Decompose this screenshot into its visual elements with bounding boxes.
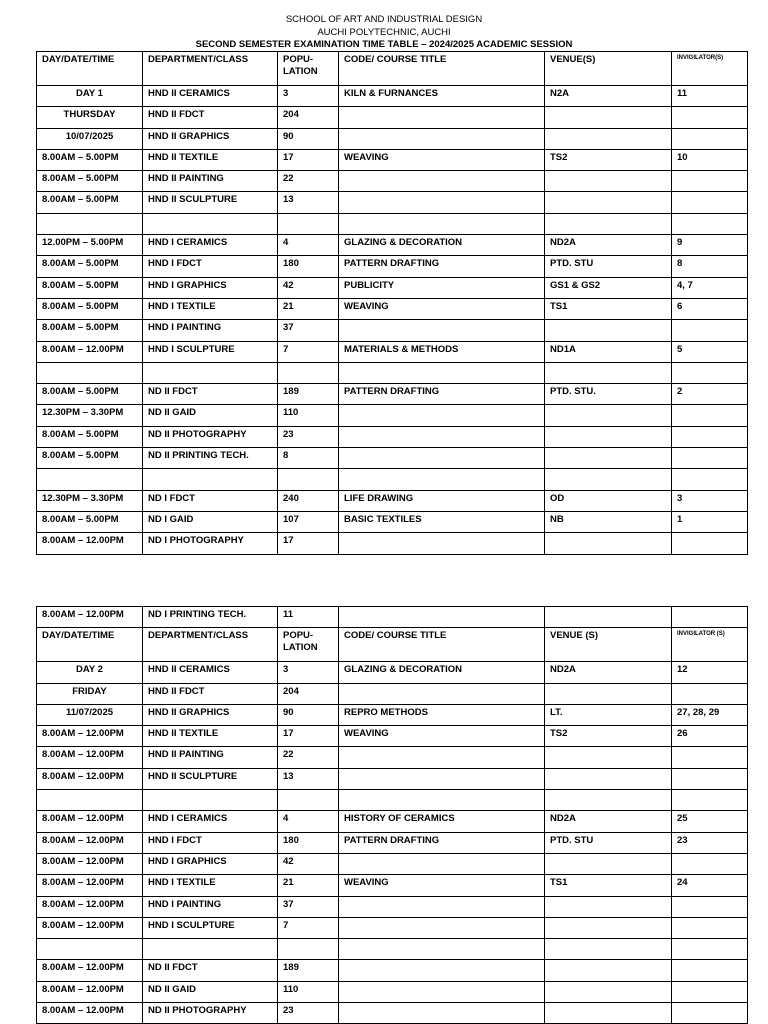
cell-day-date-time: 8.00AM – 12.00PM xyxy=(37,726,143,747)
cell-invigilator xyxy=(672,213,748,234)
cell-course-title xyxy=(339,405,545,426)
cell-day-date-time: 8.00AM – 5.00PM xyxy=(37,511,143,532)
table-row xyxy=(37,704,748,725)
cell-day-date-time: 8.00AM – 12.00PM xyxy=(37,811,143,832)
cell-population: 23 xyxy=(278,1003,339,1024)
cell-course-title xyxy=(339,107,545,128)
table-row xyxy=(37,853,748,874)
cell-day-date-time xyxy=(37,469,143,490)
cell-invigilator: 1 xyxy=(672,511,748,532)
cell-venue xyxy=(545,683,672,704)
cell-venue xyxy=(545,939,672,960)
cell-population: 22 xyxy=(278,171,339,192)
cell-course-title: WEAVING xyxy=(339,875,545,896)
cell-invigilator: 6 xyxy=(672,298,748,319)
table-row xyxy=(37,341,748,362)
table-row xyxy=(37,192,748,213)
cell-course-title xyxy=(339,607,545,628)
cell-course-title xyxy=(339,790,545,811)
table-row xyxy=(37,896,748,917)
cell-population: 37 xyxy=(278,320,339,341)
cell-venue xyxy=(545,1003,672,1024)
cell-day-date-time: 11/07/2025 xyxy=(37,704,143,725)
cell-population: 17 xyxy=(278,533,339,554)
cell-venue: ND1A xyxy=(545,341,672,362)
cell-population: 90 xyxy=(278,128,339,149)
cell-population: 7 xyxy=(278,917,339,938)
cell-population: 180 xyxy=(278,256,339,277)
cell-course-title: REPRO METHODS xyxy=(339,704,545,725)
cell-venue: PTD. STU xyxy=(545,832,672,853)
cell-invigilator xyxy=(672,747,748,768)
cell-invigilator: 10 xyxy=(672,149,748,170)
cell-invigilator xyxy=(672,192,748,213)
cell-population: 17 xyxy=(278,149,339,170)
cell-department-class: HND II PAINTING xyxy=(143,171,278,192)
cell-invigilator xyxy=(672,917,748,938)
cell-population: 21 xyxy=(278,875,339,896)
cell-venue xyxy=(545,405,672,426)
table-row xyxy=(37,128,748,149)
cell-department-class: HND II TEXTILE xyxy=(143,726,278,747)
header-venue: VENUE(S) xyxy=(545,52,672,86)
cell-venue xyxy=(545,747,672,768)
cell-department-class: HND I CERAMICS xyxy=(143,235,278,256)
cell-course-title xyxy=(339,320,545,341)
cell-course-title xyxy=(339,683,545,704)
cell-day-date-time: 8.00AM – 5.00PM xyxy=(37,426,143,447)
header-department-class: DEPARTMENT/CLASS xyxy=(143,52,278,86)
cell-invigilator xyxy=(672,960,748,981)
timetable-day2 xyxy=(36,606,748,1024)
table-row xyxy=(37,362,748,383)
cell-day-date-time: 8.00AM – 5.00PM xyxy=(37,448,143,469)
cell-course-title xyxy=(339,362,545,383)
table-row xyxy=(37,86,748,107)
table-row xyxy=(37,662,748,683)
cell-day-date-time: 8.00AM – 12.00PM xyxy=(37,960,143,981)
cell-invigilator: 12 xyxy=(672,662,748,683)
cell-population: 4 xyxy=(278,811,339,832)
cell-venue xyxy=(545,960,672,981)
table-row xyxy=(37,832,748,853)
cell-course-title xyxy=(339,939,545,960)
table-row xyxy=(37,726,748,747)
table-row xyxy=(37,320,748,341)
table-row xyxy=(37,171,748,192)
cell-day-date-time: 12.00PM – 5.00PM xyxy=(37,235,143,256)
cell-course-title: LIFE DRAWING xyxy=(339,490,545,511)
cell-population xyxy=(278,939,339,960)
cell-department-class: ND II PHOTOGRAPHY xyxy=(143,426,278,447)
cell-invigilator: 24 xyxy=(672,875,748,896)
cell-day-date-time: 8.00AM – 5.00PM xyxy=(37,277,143,298)
cell-department-class: ND II GAID xyxy=(143,405,278,426)
cell-course-title: MATERIALS & METHODS xyxy=(339,341,545,362)
cell-invigilator: 5 xyxy=(672,341,748,362)
header-department-class: DEPARTMENT/CLASS xyxy=(143,628,278,662)
cell-course-title xyxy=(339,128,545,149)
cell-venue: TS2 xyxy=(545,726,672,747)
cell-population: 17 xyxy=(278,726,339,747)
cell-course-title: GLAZING & DECORATION xyxy=(339,235,545,256)
cell-invigilator xyxy=(672,790,748,811)
cell-venue xyxy=(545,362,672,383)
cell-population: 13 xyxy=(278,768,339,789)
cell-population: 42 xyxy=(278,853,339,874)
cell-course-title xyxy=(339,981,545,1002)
cell-department-class: ND I PRINTING TECH. xyxy=(143,607,278,628)
cell-course-title: WEAVING xyxy=(339,149,545,170)
cell-day-date-time: 8.00AM – 12.00PM xyxy=(37,533,143,554)
cell-invigilator xyxy=(672,426,748,447)
cell-day-date-time: 8.00AM – 12.00PM xyxy=(37,607,143,628)
cell-invigilator: 26 xyxy=(672,726,748,747)
header-day-date-time: DAY/DATE/TIME xyxy=(37,628,143,662)
table-row xyxy=(37,384,748,405)
cell-venue xyxy=(545,107,672,128)
cell-venue xyxy=(545,768,672,789)
cell-invigilator xyxy=(672,768,748,789)
cell-course-title xyxy=(339,448,545,469)
cell-venue: GS1 & GS2 xyxy=(545,277,672,298)
cell-department-class: HND I TEXTILE xyxy=(143,298,278,319)
cell-department-class: HND I PAINTING xyxy=(143,896,278,917)
cell-day-date-time: 12.30PM – 3.30PM xyxy=(37,490,143,511)
cell-venue xyxy=(545,981,672,1002)
cell-population: 13 xyxy=(278,192,339,213)
cell-day-date-time: 8.00AM – 12.00PM xyxy=(37,896,143,917)
cell-invigilator xyxy=(672,107,748,128)
cell-day-date-time: 8.00AM – 12.00PM xyxy=(37,832,143,853)
cell-venue: ND2A xyxy=(545,662,672,683)
cell-day-date-time: DAY 2 xyxy=(37,662,143,683)
cell-department-class: HND II GRAPHICS xyxy=(143,128,278,149)
table-row xyxy=(37,747,748,768)
cell-department-class: HND II CERAMICS xyxy=(143,662,278,683)
cell-department-class: ND II PHOTOGRAPHY xyxy=(143,1003,278,1024)
cell-population xyxy=(278,362,339,383)
cell-course-title: HISTORY OF CERAMICS xyxy=(339,811,545,832)
cell-invigilator xyxy=(672,171,748,192)
cell-course-title: PATTERN DRAFTING xyxy=(339,256,545,277)
cell-day-date-time xyxy=(37,213,143,234)
cell-course-title xyxy=(339,533,545,554)
cell-population: 3 xyxy=(278,662,339,683)
header-day-date-time: DAY/DATE/TIME xyxy=(37,52,143,86)
cell-department-class: HND I SCULPTURE xyxy=(143,341,278,362)
cell-invigilator xyxy=(672,939,748,960)
cell-invigilator xyxy=(672,683,748,704)
cell-venue: OD xyxy=(545,490,672,511)
cell-department-class: ND II FDCT xyxy=(143,960,278,981)
cell-department-class: HND I GRAPHICS xyxy=(143,853,278,874)
timetable-day1 xyxy=(36,51,748,555)
cell-venue: TS1 xyxy=(545,875,672,896)
cell-venue xyxy=(545,469,672,490)
cell-course-title xyxy=(339,469,545,490)
cell-population: 7 xyxy=(278,341,339,362)
cell-course-title xyxy=(339,1003,545,1024)
cell-course-title xyxy=(339,171,545,192)
cell-population: 110 xyxy=(278,981,339,1002)
cell-venue xyxy=(545,607,672,628)
timetable-title: SECOND SEMESTER EXAMINATION TIME TABLE – 2024/2025 ACADEMIC SESSION xyxy=(195,39,573,50)
cell-course-title: WEAVING xyxy=(339,726,545,747)
cell-invigilator: 11 xyxy=(672,86,748,107)
table-row xyxy=(37,107,748,128)
cell-invigilator xyxy=(672,469,748,490)
cell-day-date-time: FRIDAY xyxy=(37,683,143,704)
cell-population xyxy=(278,790,339,811)
cell-day-date-time xyxy=(37,939,143,960)
cell-day-date-time: 10/07/2025 xyxy=(37,128,143,149)
cell-population: 107 xyxy=(278,511,339,532)
cell-venue: ND2A xyxy=(545,235,672,256)
table-row xyxy=(37,405,748,426)
cell-invigilator: 8 xyxy=(672,256,748,277)
table-row xyxy=(37,790,748,811)
cell-venue: LT. xyxy=(545,704,672,725)
cell-day-date-time: 8.00AM – 5.00PM xyxy=(37,298,143,319)
cell-department-class: ND II PRINTING TECH. xyxy=(143,448,278,469)
cell-day-date-time xyxy=(37,362,143,383)
table-row xyxy=(37,917,748,938)
cell-course-title xyxy=(339,768,545,789)
cell-department-class: HND II FDCT xyxy=(143,107,278,128)
table-row xyxy=(37,298,748,319)
cell-day-date-time xyxy=(37,790,143,811)
cell-course-title xyxy=(339,853,545,874)
cell-invigilator xyxy=(672,533,748,554)
table-row xyxy=(37,511,748,532)
cell-course-title xyxy=(339,960,545,981)
cell-venue: TS1 xyxy=(545,298,672,319)
cell-day-date-time: 8.00AM – 12.00PM xyxy=(37,768,143,789)
cell-course-title: PATTERN DRAFTING xyxy=(339,384,545,405)
cell-population: 204 xyxy=(278,107,339,128)
cell-population: 4 xyxy=(278,235,339,256)
cell-department-class: ND II GAID xyxy=(143,981,278,1002)
cell-department-class xyxy=(143,939,278,960)
header-invigilator: INVIGILATOR(S) xyxy=(672,52,748,86)
table-row xyxy=(37,875,748,896)
table-row xyxy=(37,235,748,256)
cell-department-class: HND II TEXTILE xyxy=(143,149,278,170)
cell-department-class: HND II FDCT xyxy=(143,683,278,704)
table-row xyxy=(37,768,748,789)
cell-department-class xyxy=(143,790,278,811)
cell-population: 240 xyxy=(278,490,339,511)
cell-invigilator xyxy=(672,1003,748,1024)
cell-day-date-time: 8.00AM – 5.00PM xyxy=(37,171,143,192)
cell-venue xyxy=(545,896,672,917)
cell-invigilator: 3 xyxy=(672,490,748,511)
cell-day-date-time: 12.30PM – 3.30PM xyxy=(37,405,143,426)
cell-population: 110 xyxy=(278,405,339,426)
cell-venue: TS2 xyxy=(545,149,672,170)
cell-population: 22 xyxy=(278,747,339,768)
cell-invigilator: 4, 7 xyxy=(672,277,748,298)
cell-day-date-time: 8.00AM – 12.00PM xyxy=(37,917,143,938)
cell-venue xyxy=(545,213,672,234)
cell-day-date-time: 8.00AM – 5.00PM xyxy=(37,256,143,277)
cell-population: 189 xyxy=(278,960,339,981)
cell-venue: PTD. STU. xyxy=(545,384,672,405)
cell-department-class: HND I SCULPTURE xyxy=(143,917,278,938)
cell-invigilator: 2 xyxy=(672,384,748,405)
cell-invigilator xyxy=(672,362,748,383)
cell-venue: PTD. STU xyxy=(545,256,672,277)
header-population: POPU-LATION xyxy=(278,628,339,662)
cell-day-date-time: 8.00AM – 12.00PM xyxy=(37,981,143,1002)
cell-department-class: ND I GAID xyxy=(143,511,278,532)
cell-course-title xyxy=(339,426,545,447)
cell-venue xyxy=(545,853,672,874)
cell-course-title xyxy=(339,896,545,917)
cell-department-class: HND I FDCT xyxy=(143,832,278,853)
cell-invigilator xyxy=(672,128,748,149)
cell-population: 42 xyxy=(278,277,339,298)
cell-day-date-time: 8.00AM – 12.00PM xyxy=(37,853,143,874)
table-header-row xyxy=(37,628,748,662)
cell-day-date-time: 8.00AM – 5.00PM xyxy=(37,320,143,341)
cell-department-class: HND I TEXTILE xyxy=(143,875,278,896)
cell-venue: NB xyxy=(545,511,672,532)
header-invigilator: INVIGILATOR (S) xyxy=(672,628,748,662)
table-row xyxy=(37,811,748,832)
cell-venue xyxy=(545,448,672,469)
cell-population xyxy=(278,469,339,490)
cell-day-date-time: DAY 1 xyxy=(37,86,143,107)
table-row xyxy=(37,1003,748,1024)
cell-venue xyxy=(545,533,672,554)
cell-invigilator: 23 xyxy=(672,832,748,853)
cell-day-date-time: 8.00AM – 12.00PM xyxy=(37,875,143,896)
cell-department-class xyxy=(143,213,278,234)
cell-venue: ND2A xyxy=(545,811,672,832)
cell-population: 8 xyxy=(278,448,339,469)
cell-invigilator xyxy=(672,853,748,874)
cell-department-class: HND II SCULPTURE xyxy=(143,192,278,213)
table-row xyxy=(37,256,748,277)
cell-course-title: GLAZING & DECORATION xyxy=(339,662,545,683)
table-row xyxy=(37,981,748,1002)
cell-invigilator xyxy=(672,607,748,628)
cell-invigilator xyxy=(672,320,748,341)
cell-population xyxy=(278,213,339,234)
header-course-title: CODE/ COURSE TITLE xyxy=(339,52,545,86)
header-population: POPU-LATION xyxy=(278,52,339,86)
cell-department-class: ND I FDCT xyxy=(143,490,278,511)
cell-venue xyxy=(545,790,672,811)
cell-course-title xyxy=(339,213,545,234)
cell-population: 189 xyxy=(278,384,339,405)
header-venue: VENUE (S) xyxy=(545,628,672,662)
cell-population: 37 xyxy=(278,896,339,917)
cell-day-date-time: 8.00AM – 12.00PM xyxy=(37,341,143,362)
table-row xyxy=(37,149,748,170)
table-row xyxy=(37,607,748,628)
cell-day-date-time: 8.00AM – 5.00PM xyxy=(37,149,143,170)
header-course-title: CODE/ COURSE TITLE xyxy=(339,628,545,662)
cell-department-class: HND II CERAMICS xyxy=(143,86,278,107)
cell-course-title: BASIC TEXTILES xyxy=(339,511,545,532)
cell-day-date-time: 8.00AM – 12.00PM xyxy=(37,1003,143,1024)
cell-day-date-time: THURSDAY xyxy=(37,107,143,128)
cell-venue xyxy=(545,128,672,149)
cell-department-class: HND II GRAPHICS xyxy=(143,704,278,725)
cell-venue xyxy=(545,426,672,447)
cell-population: 11 xyxy=(278,607,339,628)
cell-population: 180 xyxy=(278,832,339,853)
cell-department-class: ND I PHOTOGRAPHY xyxy=(143,533,278,554)
cell-population: 3 xyxy=(278,86,339,107)
table-row xyxy=(37,683,748,704)
cell-venue xyxy=(545,192,672,213)
school-name: SCHOOL OF ART AND INDUSTRIAL DESIGN xyxy=(285,14,483,25)
cell-venue xyxy=(545,171,672,192)
cell-invigilator: 25 xyxy=(672,811,748,832)
cell-course-title: WEAVING xyxy=(339,298,545,319)
cell-department-class xyxy=(143,469,278,490)
cell-department-class: HND II SCULPTURE xyxy=(143,768,278,789)
table-row xyxy=(37,213,748,234)
cell-course-title xyxy=(339,192,545,213)
cell-department-class: ND II FDCT xyxy=(143,384,278,405)
table-row xyxy=(37,960,748,981)
table-row xyxy=(37,939,748,960)
cell-venue xyxy=(545,320,672,341)
cell-invigilator xyxy=(672,448,748,469)
table-row xyxy=(37,490,748,511)
table-row xyxy=(37,277,748,298)
cell-venue: N2A xyxy=(545,86,672,107)
cell-invigilator xyxy=(672,896,748,917)
cell-day-date-time: 8.00AM – 5.00PM xyxy=(37,384,143,405)
cell-department-class: HND I CERAMICS xyxy=(143,811,278,832)
cell-population: 23 xyxy=(278,426,339,447)
cell-day-date-time: 8.00AM – 12.00PM xyxy=(37,747,143,768)
cell-invigilator: 9 xyxy=(672,235,748,256)
cell-day-date-time: 8.00AM – 5.00PM xyxy=(37,192,143,213)
cell-population: 204 xyxy=(278,683,339,704)
cell-venue xyxy=(545,917,672,938)
cell-invigilator xyxy=(672,981,748,1002)
cell-invigilator xyxy=(672,405,748,426)
cell-course-title xyxy=(339,747,545,768)
cell-invigilator: 27, 28, 29 xyxy=(672,704,748,725)
cell-department-class xyxy=(143,362,278,383)
cell-population: 90 xyxy=(278,704,339,725)
cell-population: 21 xyxy=(278,298,339,319)
cell-course-title xyxy=(339,917,545,938)
cell-course-title: KILN & FURNANCES xyxy=(339,86,545,107)
table-row xyxy=(37,469,748,490)
cell-department-class: HND I GRAPHICS xyxy=(143,277,278,298)
cell-department-class: HND I FDCT xyxy=(143,256,278,277)
cell-course-title: PUBLICITY xyxy=(339,277,545,298)
cell-course-title: PATTERN DRAFTING xyxy=(339,832,545,853)
institution-name: AUCHI POLYTECHNIC, AUCHI xyxy=(317,27,451,38)
table-row xyxy=(37,533,748,554)
table-row xyxy=(37,426,748,447)
cell-department-class: HND I PAINTING xyxy=(143,320,278,341)
cell-department-class: HND II PAINTING xyxy=(143,747,278,768)
table-header-row xyxy=(37,52,748,86)
table-row xyxy=(37,448,748,469)
